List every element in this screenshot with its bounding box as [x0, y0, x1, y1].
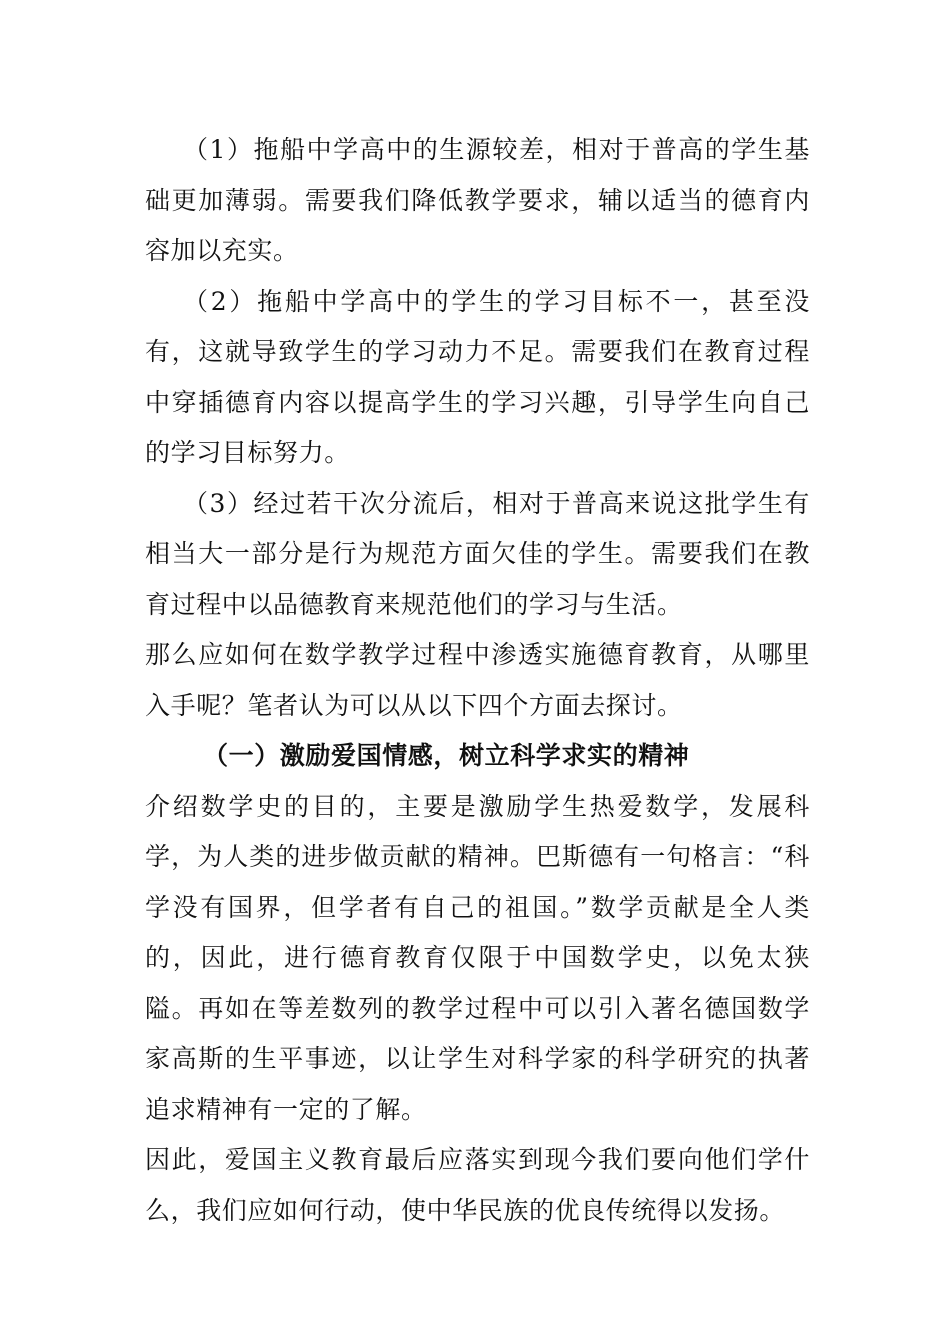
section-heading: （一）激励爱国情感，树立科学求实的精神: [203, 741, 690, 770]
paragraph-2: （2）拖船中学高中的学生的学习目标不一，甚至没有，这就导致学生的学习动力不足。需要我们在教育过程中穿插德育内容以提高学生的学习兴趣，引导学生向自己的学习目标努力。: [145, 286, 810, 467]
paragraph-4: 那么应如何在数学教学过程中渗透实施德育教育，从哪里入手呢？笔者认为可以从以下四个方面去探讨。: [145, 640, 810, 720]
paragraph-6: 因此，爱国主义教育最后应落实到现今我们要向他们学什么，我们应如何行动，使中华民族的优良传统得以发扬。: [145, 1145, 810, 1225]
paragraph-1: （1）拖船中学高中的生源较差，相对于普高的学生基础更加薄弱。需要我们降低教学要求，辅以适当的德育内容加以充实。: [145, 135, 810, 265]
paragraph-3: （3）经过若干次分流后，相对于普高来说这批学生有相当大一部分是行为规范方面欠佳的学生。需要我们在教育过程中以品德教育来规范他们的学习与生活。: [145, 488, 810, 619]
document-page: [145, 125, 810, 1236]
paragraph-5: 介绍数学史的目的，主要是激励学生热爱数学，发展科学，为人类的进步做贡献的精神。巴斯德有一句格言：“科学没有国界，但学者有自己的祖国。”数学贡献是全人类的，因此，进行德育教育仅限于中国数学史，以免太狭隘。再如在等差数列的教学过程中可以引入著名德国数学家高斯的生平事迹，以让学生对科学家的科学研究的执著追求精神有一定的了解。: [145, 791, 810, 1124]
